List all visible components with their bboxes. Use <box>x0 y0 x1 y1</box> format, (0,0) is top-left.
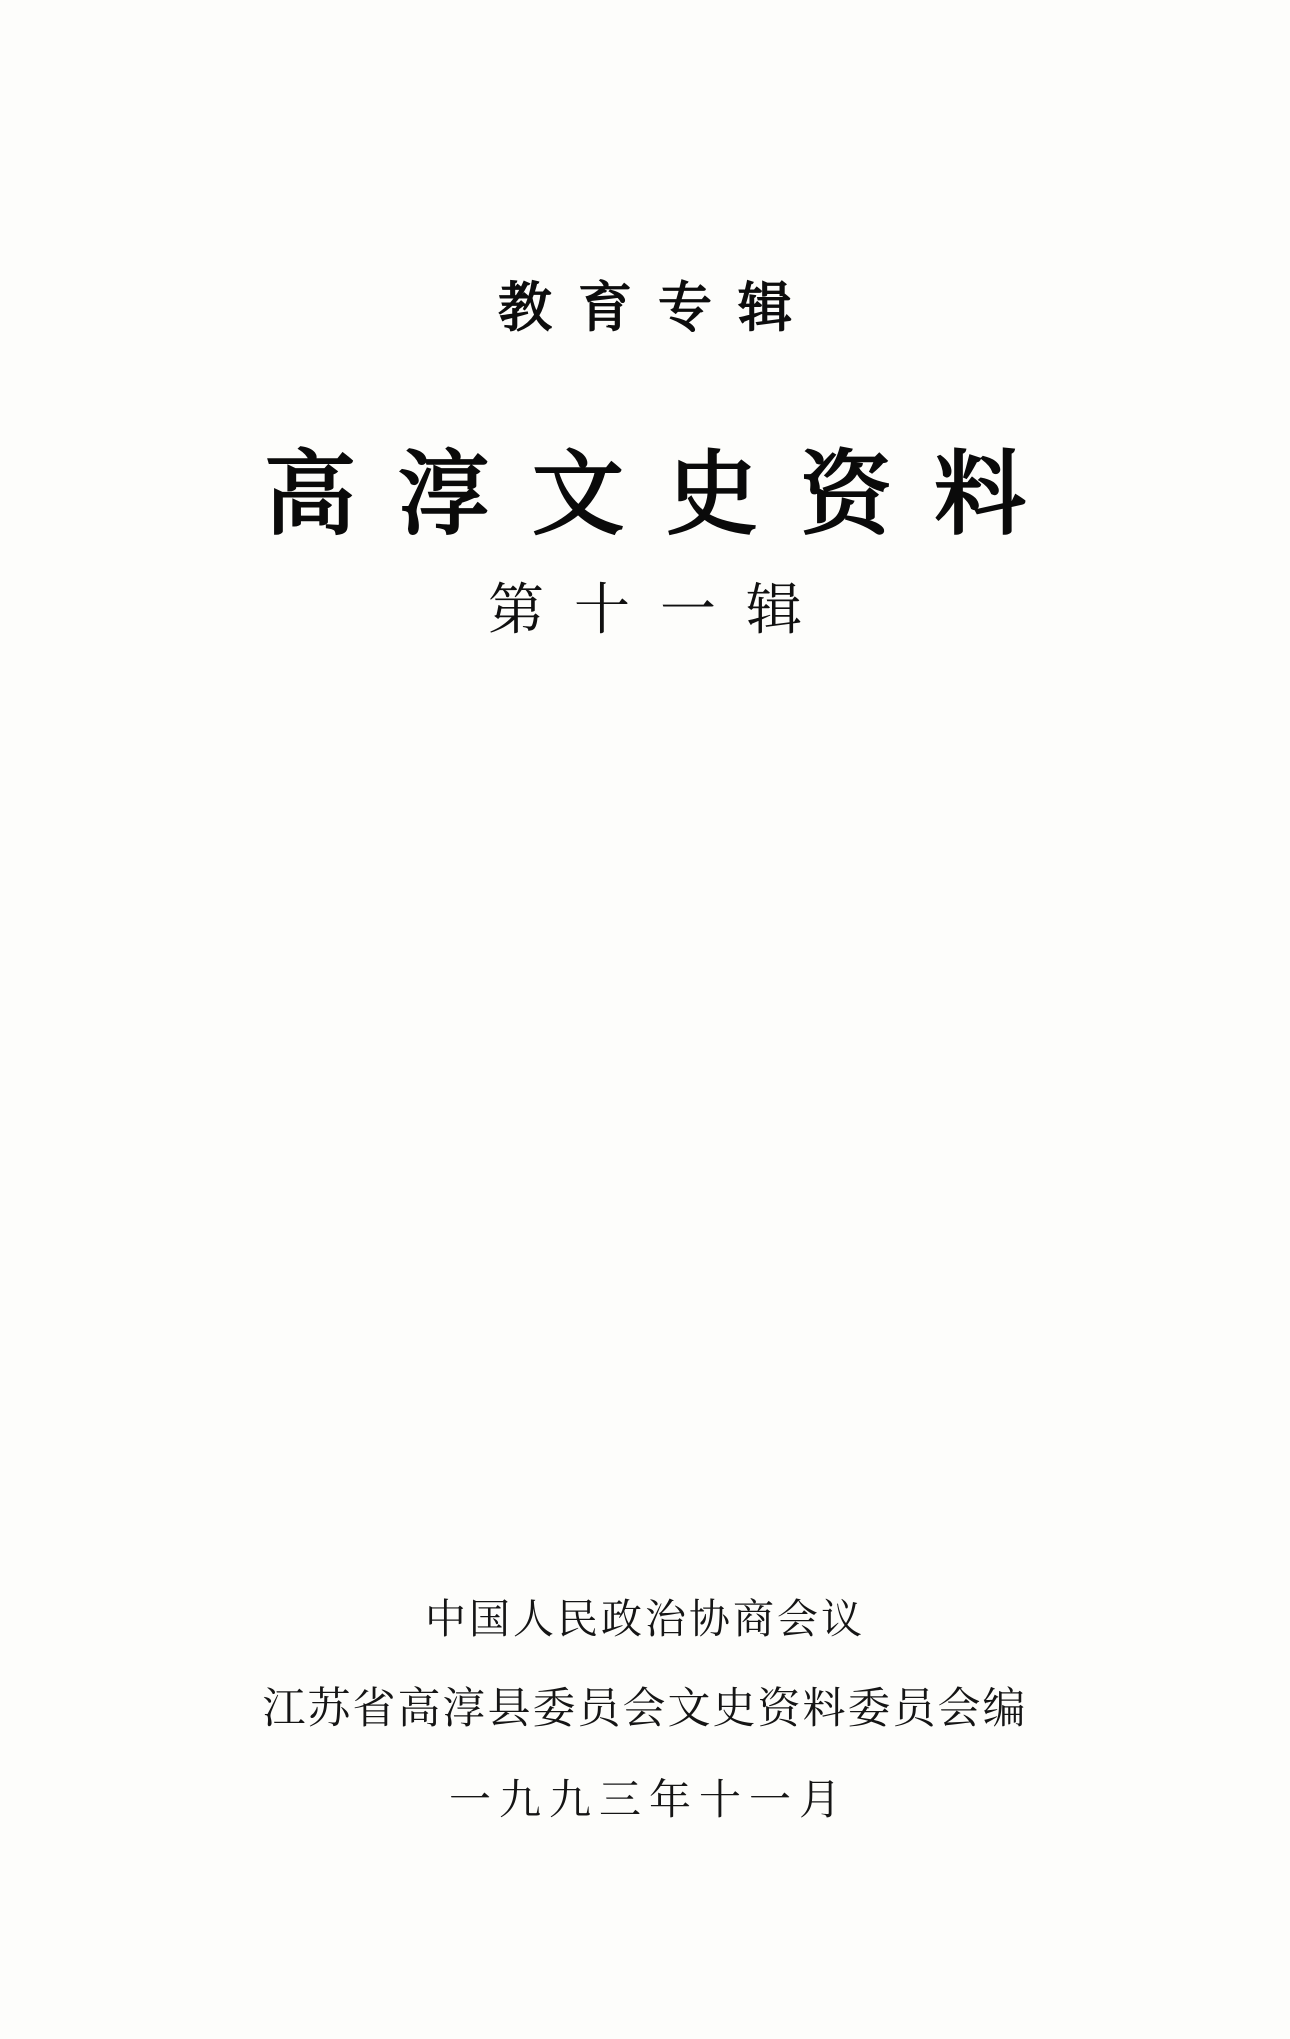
volume-label: 第十一辑 <box>488 577 832 643</box>
imprint-organization: 中国人民政治协商会议 <box>425 1595 865 1643</box>
imprint-block <box>0 1595 1290 1824</box>
page-title: 高淳文史资料 <box>263 440 1068 548</box>
series-label: 教育专辑 <box>498 275 818 339</box>
imprint-committee: 江苏省高淳县委员会文史资料委员会编 <box>262 1684 1028 1734</box>
imprint-date: 一九九三年十一月 <box>448 1775 849 1824</box>
